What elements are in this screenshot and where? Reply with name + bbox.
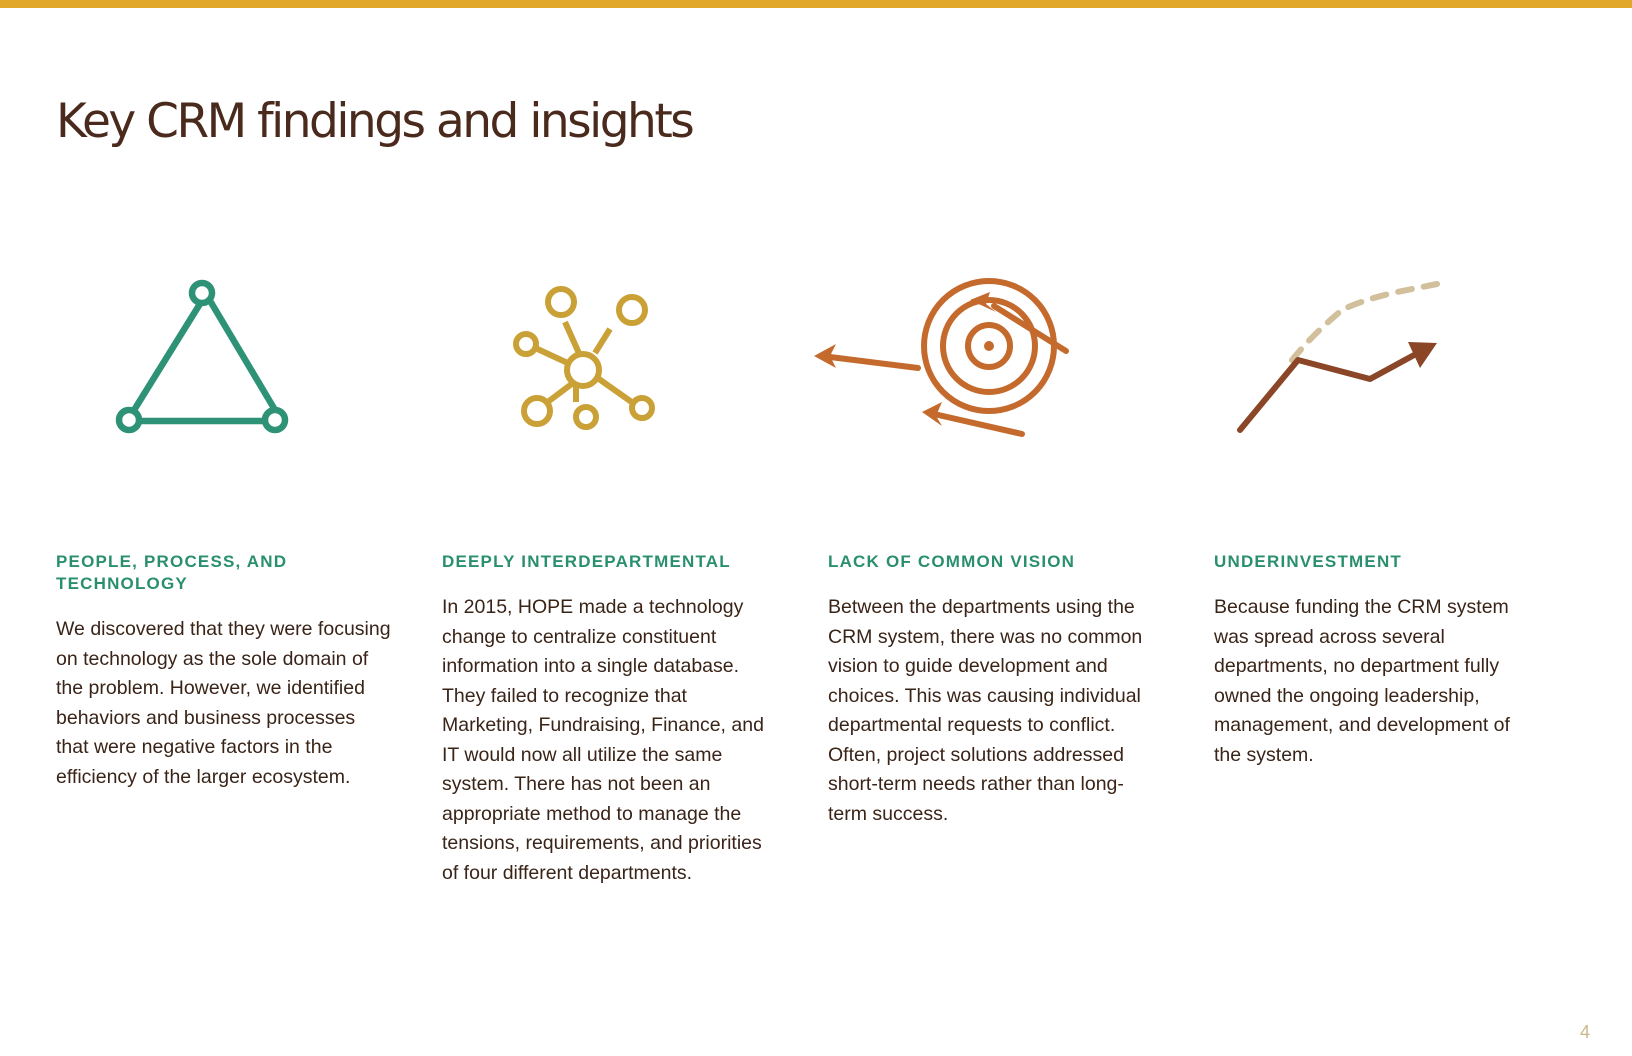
finding-body: In 2015, HOPE made a technology change to centralize constituent information into a single database. They failed to recognize that Marketing, Fundraising, Finance, and IT would now all utilize the same system. There has not been an appropriate method to manage the tensions, requirements, and priorities of four different departments.: [442, 596, 764, 884]
finding-heading: PEOPLE, PROCESS, AND TECHNOLOGY: [56, 552, 288, 593]
page-title: Key CRM findings and insights: [56, 94, 693, 149]
finding-column-underinvestment: [1214, 551, 1559, 770]
finding-body: Because funding the CRM system was spread across several departments, no department fully owned the ongoing leadership, management, and development of the system.: [1214, 596, 1510, 766]
triangle-network-icon: [110, 276, 290, 436]
finding-column-common-vision: [828, 551, 1173, 829]
finding-body: Between the departments using the CRM system, there was no common vision to guide development and choices. This was causing individual departmental requests to conflict. Often, project solutions addressed short-term needs rather than long-term success.: [828, 596, 1143, 825]
finding-body: We discovered that they were focusing on technology as the sole domain of the problem. However, we identified behaviors and business processes that were negative factors in the efficiency of the larger ecosystem.: [56, 618, 391, 788]
finding-heading: DEEPLY INTERDEPARTMENTAL: [442, 552, 731, 571]
finding-column-interdepartmental: [442, 551, 787, 888]
finding-heading: LACK OF COMMON VISION: [828, 552, 1076, 571]
trend-arrow-icon: [1232, 280, 1442, 440]
top-accent-bar: [0, 0, 1632, 8]
finding-heading: UNDERINVESTMENT: [1214, 552, 1403, 571]
target-arrows-icon: [814, 276, 1074, 446]
finding-column-people-process: [56, 551, 401, 792]
molecule-network-icon: [506, 280, 666, 440]
page-number: 4: [1580, 1022, 1591, 1042]
